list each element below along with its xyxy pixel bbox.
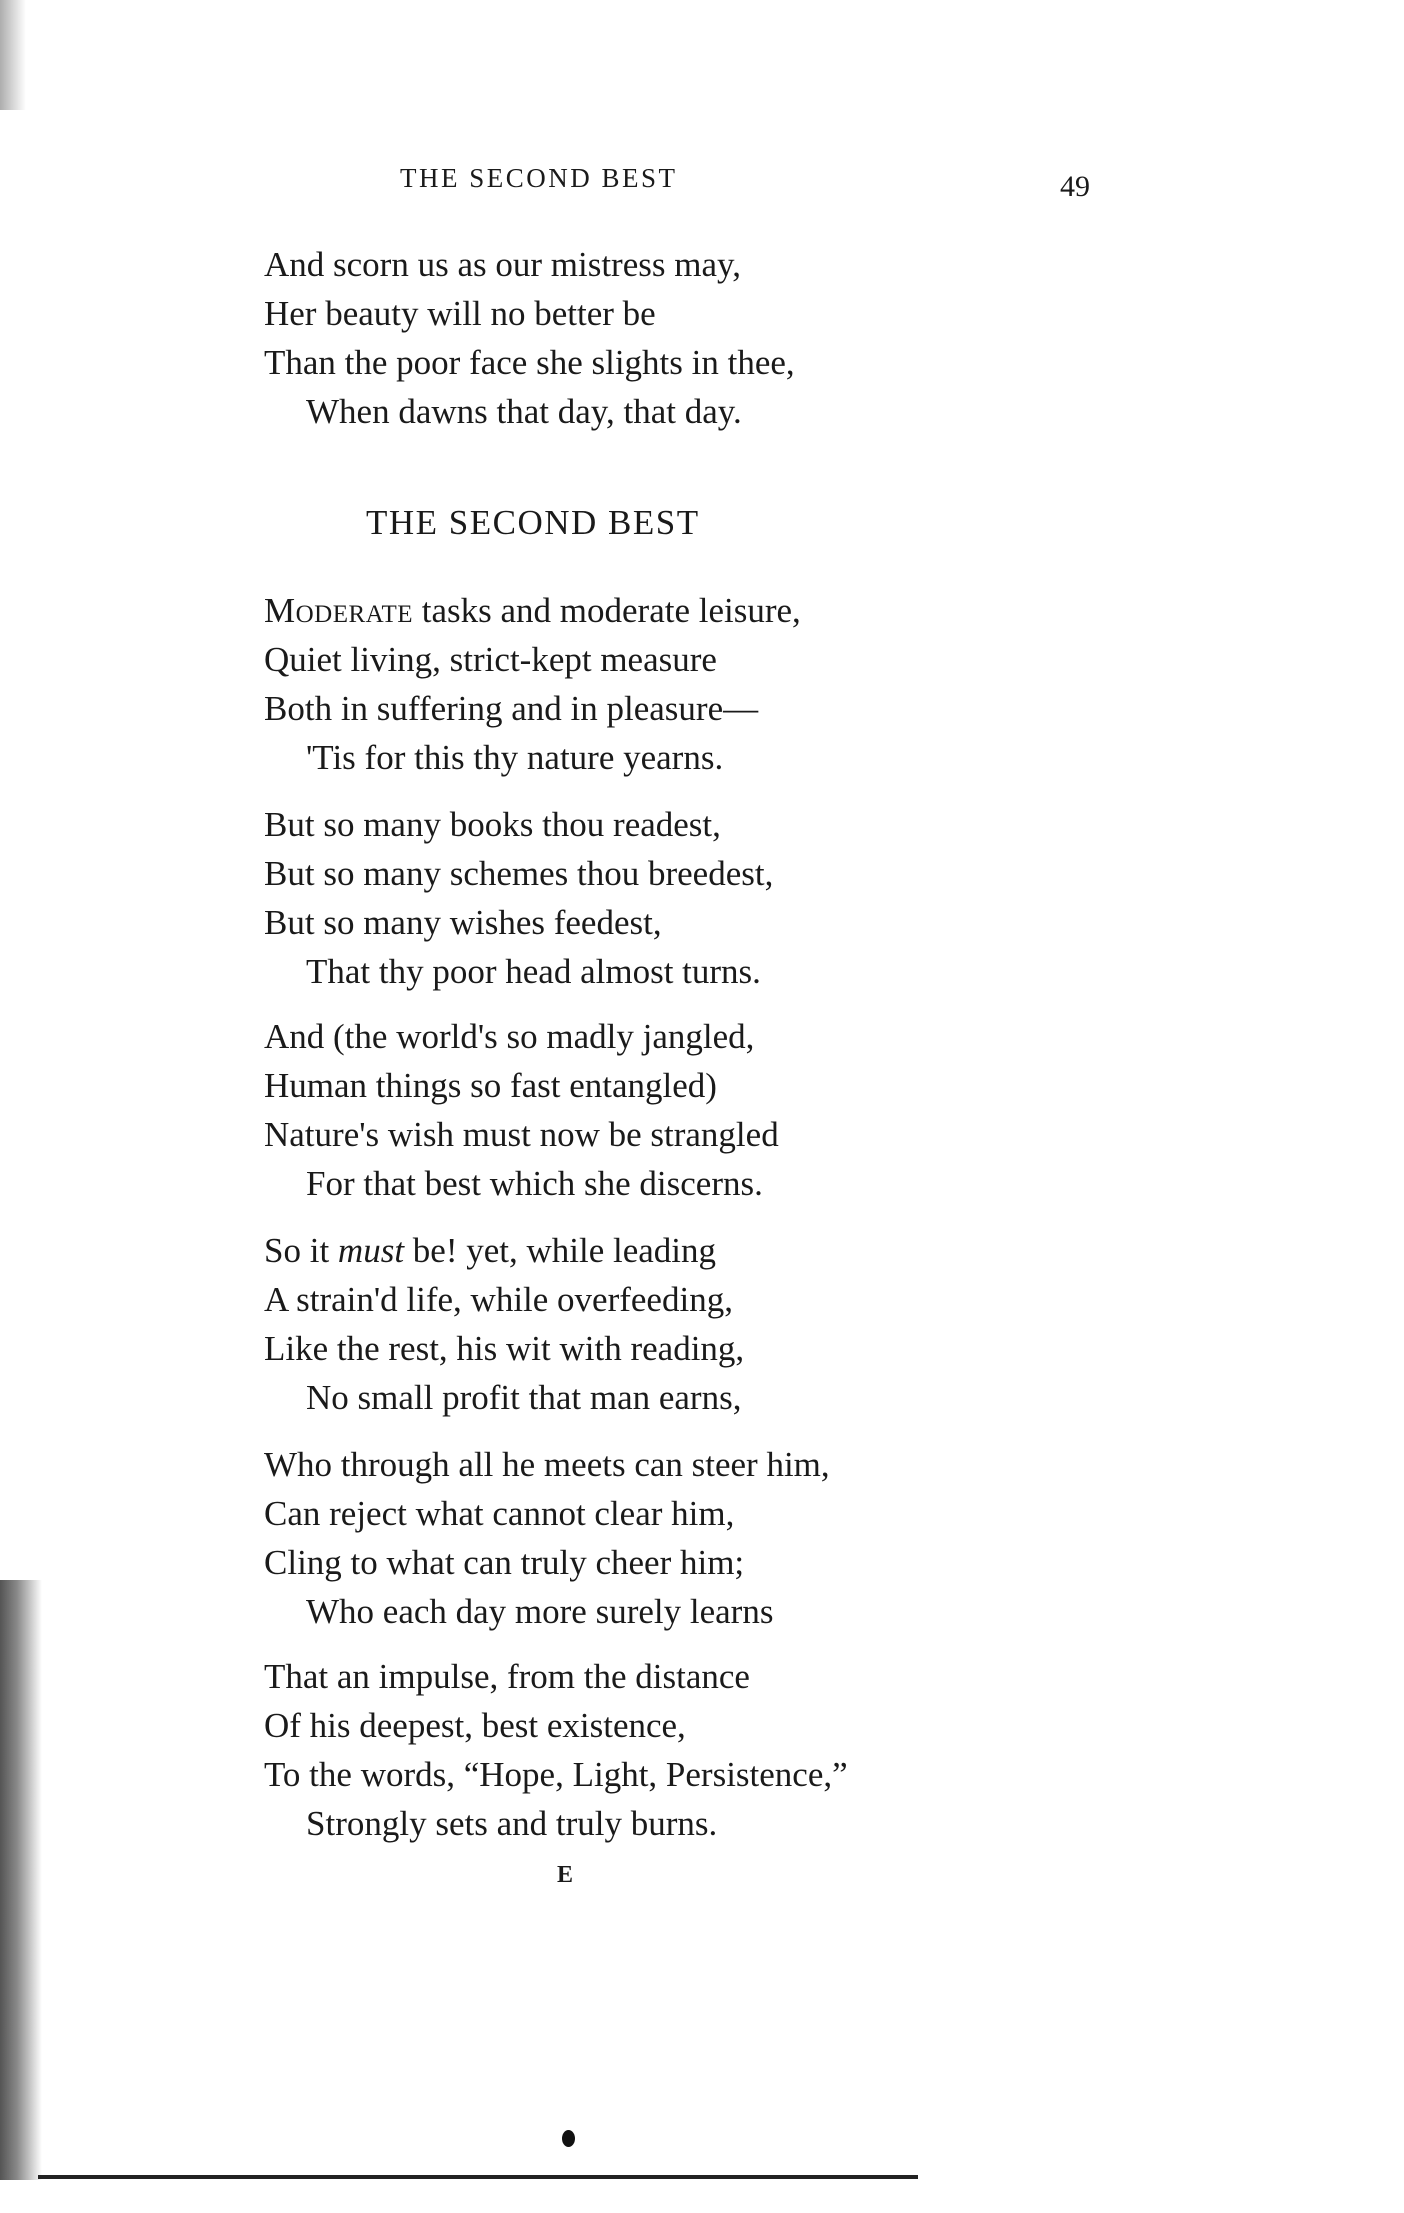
verse-line: Like the rest, his wit with reading, — [264, 1329, 745, 1368]
verse-line: But so many books thou readest, — [264, 805, 721, 844]
emphasis: must — [337, 1231, 405, 1270]
verse-text: be! yet, while leading — [404, 1231, 717, 1270]
stanza-2 — [264, 800, 773, 996]
page-number: 49 — [1060, 170, 1090, 203]
verse-line: And (the world's so madly jangled, — [264, 1017, 755, 1056]
verse-line: That thy poor head almost turns. — [306, 952, 761, 991]
verse-line: No small profit that man earns, — [306, 1378, 742, 1417]
verse-line: To the words, “Hope, Light, Persistence,” — [264, 1755, 848, 1794]
verse-line: Her beauty will no better be — [264, 294, 656, 333]
ink-blot — [562, 2130, 575, 2147]
stanza-1 — [264, 586, 801, 782]
stanza-5 — [264, 1440, 830, 1636]
verse-line: 'Tis for this thy nature yearns. — [306, 738, 724, 777]
verse-line: Who through all he meets can steer him, — [264, 1445, 830, 1484]
verse-line: Of his deepest, best existence, — [264, 1706, 686, 1745]
verse-line: Than the poor face she slights in thee, — [264, 343, 795, 382]
verse-line: A strain'd life, while overfeeding, — [264, 1280, 733, 1319]
verse-line: Quiet living, strict-kept measure — [264, 640, 717, 679]
binding-shadow — [0, 1580, 42, 2180]
running-head: THE SECOND BEST — [400, 163, 678, 193]
verse-line: Can reject what cannot clear him, — [264, 1494, 735, 1533]
stanza-4 — [264, 1226, 744, 1422]
preceding-stanza — [264, 240, 795, 436]
verse-line: Human things so fast entangled) — [264, 1066, 717, 1105]
scan-edge-speckle — [0, 0, 26, 110]
verse-line: And scorn us as our mistress may, — [264, 245, 741, 284]
verse-line: That an impulse, from the distance — [264, 1657, 750, 1696]
stanza-6 — [264, 1652, 848, 1848]
verse-line: Who each day more surely learns — [306, 1592, 774, 1631]
verse-line: Cling to what can truly cheer him; — [264, 1543, 745, 1582]
verse-line — [264, 586, 801, 635]
signature-mark: E — [557, 1862, 574, 1888]
verse-line — [264, 1226, 744, 1275]
verse-line: Strongly sets and truly burns. — [306, 1804, 718, 1843]
bottom-edge-rule — [38, 2175, 918, 2179]
poem-title: THE SECOND BEST — [366, 503, 700, 542]
small-caps-opening: Moderate — [264, 591, 413, 630]
verse-line: When dawns that day, that day. — [306, 392, 742, 431]
verse-text: tasks and moderate leisure, — [413, 591, 801, 630]
verse-text: So it — [264, 1231, 338, 1270]
verse-line: Nature's wish must now be strangled — [264, 1115, 779, 1154]
verse-line: Both in suffering and in pleasure— — [264, 689, 759, 728]
verse-line: But so many wishes feedest, — [264, 903, 662, 942]
verse-line: For that best which she discerns. — [306, 1164, 763, 1203]
stanza-3 — [264, 1012, 779, 1208]
verse-line: But so many schemes thou breedest, — [264, 854, 774, 893]
